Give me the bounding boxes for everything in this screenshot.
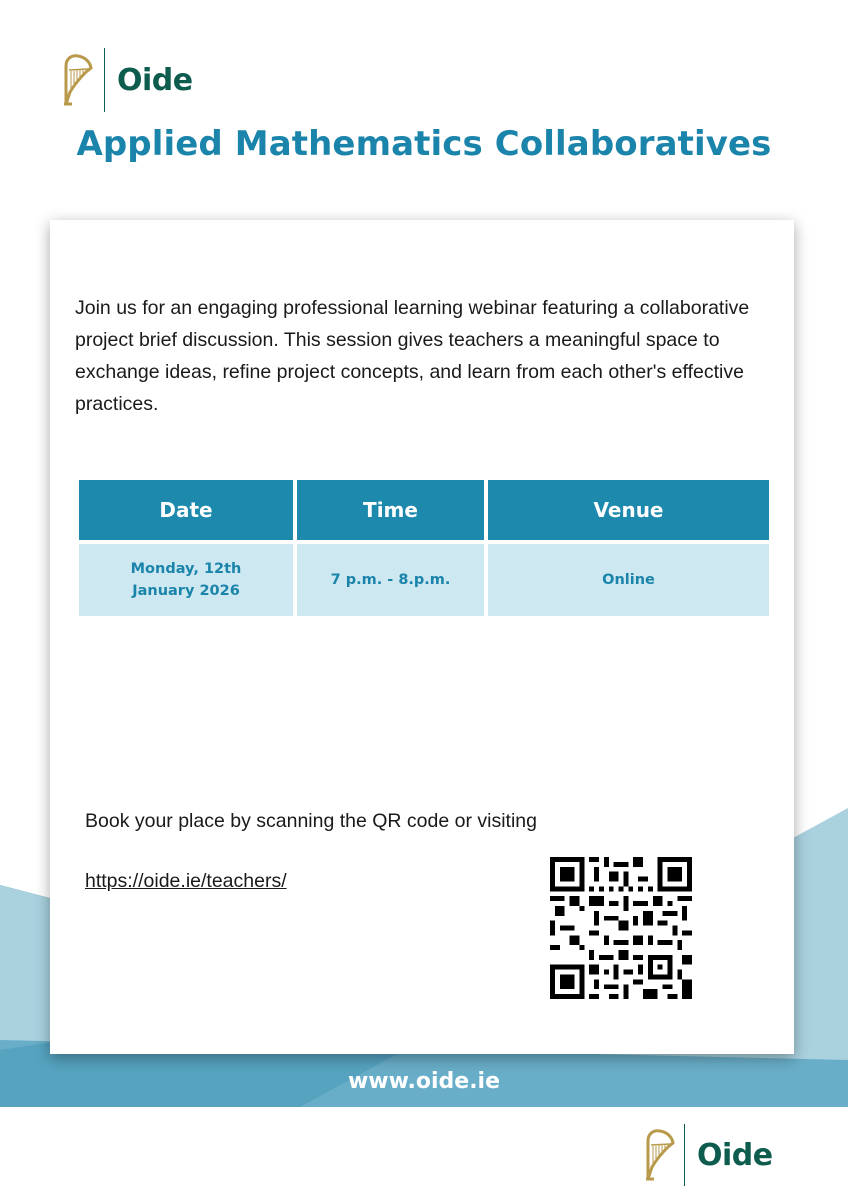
logo-divider	[684, 1124, 685, 1186]
table-cell-venue: Online	[488, 544, 769, 616]
logo-divider	[104, 48, 105, 112]
table-cell-time: 7 p.m. - 8.p.m.	[297, 544, 484, 616]
table-header-date: Date	[79, 480, 293, 540]
table-cell-date: Monday, 12th January 2026	[79, 544, 293, 616]
harp-icon	[58, 52, 94, 108]
page-title: Applied Mathematics Collaboratives	[76, 124, 772, 164]
booking-link[interactable]: https://oide.ie/teachers/	[85, 870, 287, 892]
event-card	[50, 220, 794, 1054]
logo-text: Oide	[697, 1137, 773, 1173]
logo-text: Oide	[117, 62, 193, 98]
schedule-table	[79, 480, 769, 616]
oide-logo-footer[interactable]	[640, 1124, 773, 1186]
harp-icon	[640, 1127, 676, 1183]
intro-paragraph: Join us for an engaging professional learning webinar featuring a collaborative project brief discussion. This session gives teachers a meaningful space to exchange ideas, refine project concepts, and learn from each other's effective practices.	[75, 297, 750, 415]
booking-text: Book your place by scanning the QR code or visiting	[85, 810, 537, 832]
oide-logo[interactable]	[58, 48, 193, 112]
table-header-time: Time	[297, 480, 484, 540]
qr-code-icon[interactable]	[550, 857, 692, 999]
footer-website[interactable]: www.oide.ie	[347, 1069, 501, 1094]
table-header-venue: Venue	[488, 480, 769, 540]
